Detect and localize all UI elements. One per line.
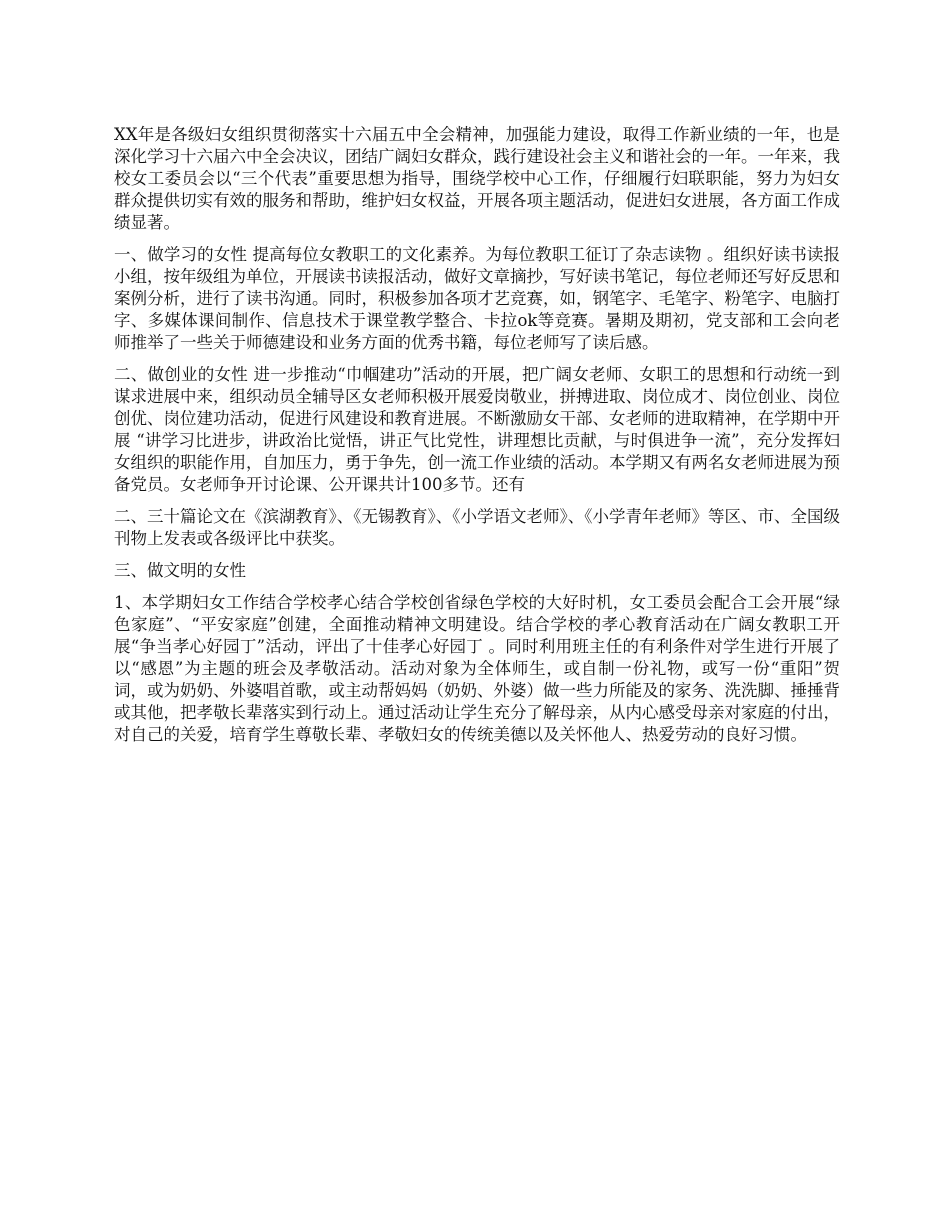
- section-entrepreneurship-paragraph: 二、做创业的女性 进一步推动“巾帼建功”活动的开展，把广阔女老师、女职工的思想和行动统一到谋求进展中来，组织动员全辅导区女老师积极开展爱岗敬业，拼搏进取、岗位成才、岗位创业、岗位创优、岗位建功活动，促进行风建设和教育进展。不断激励女干部、女老师的进取精神，在学期中开展 “讲学习比进步，讲政治比觉悟，讲正气比党性，讲理想比贡献，与时俱进争一流”，充分发挥妇女组织的职能作用，自加压力，勇于争先，创一流工作业绩的活动。本学期又有两名女老师进展为预备党员。女老师争开讨论课、公开课共计100多节。还有: [114, 365, 840, 494]
- document-page: [114, 124, 840, 756]
- papers-paragraph: 二、三十篇论文在《滨湖教育》、《无锡教育》、《小学语文老师》、《小学青年老师》等区、市、全国级刊物上发表或各级评比中获奖。: [114, 507, 840, 548]
- section-learning-paragraph: 一、做学习的女性 提高每位女教职工的文化素养。为每位教职工征订了杂志读物 。组织好读书读报小组，按年级组为单位，开展读书读报活动，做好文章摘抄，写好读书笔记，每位老师还写好反思和案例分析，进行了读书沟通。同时，积极参加各项才艺竞赛，如，钢笔字、毛笔字、粉笔字、电脑打字、多媒体课间制作、信息技术于课堂教学整合、卡拉ok等竞赛。暑期及期初，党支部和工会向老师推举了一些关于师德建设和业务方面的优秀书籍，每位老师写了读后感。: [114, 245, 840, 352]
- filial-activity-paragraph: 1、本学期妇女工作结合学校孝心结合学校创省绿色学校的大好时机，女工委员会配合工会开展“绿色家庭”、“平安家庭”创建，全面推动精神文明建设。结合学校的孝心教育活动在广阔女教职工开展“争当孝心好园丁”活动，评出了十佳孝心好园丁 。同时利用班主任的有利条件对学生进行开展了以“感恩”为主题的班会及孝敬活动。活动对象为全体师生，或自制一份礼物，或写一份“重阳”贺词，或为奶奶、外婆唱首歌，或主动帮妈妈（奶奶、外婆）做一些力所能及的家务、洗洗脚、捶捶背或其他，把孝敬长辈落实到行动上。通过活动让学生充分了解母亲，从内心感受母亲对家庭的付出，对自己的关爱，培育学生尊敬长辈、孝敬妇女的传统美德以及关怀他人、热爱劳动的良好习惯。: [114, 593, 840, 744]
- section-civilized-heading: 三、做文明的女性: [114, 561, 246, 580]
- intro-paragraph: XX年是各级妇女组织贯彻落实十六届五中全会精神，加强能力建设，取得工作新业绩的一年，也是深化学习十六届六中全会决议，团结广阔妇女群众，践行建设社会主义和谐社会的一年。一年来，我校女工委员会以“三个代表”重要思想为指导，围绕学校中心工作，仔细履行妇联职能，努力为妇女群众提供切实有效的服务和帮助，维护妇女权益，开展各项主题活动，促进妇女进展，各方面工作成绩显著。: [114, 125, 840, 232]
